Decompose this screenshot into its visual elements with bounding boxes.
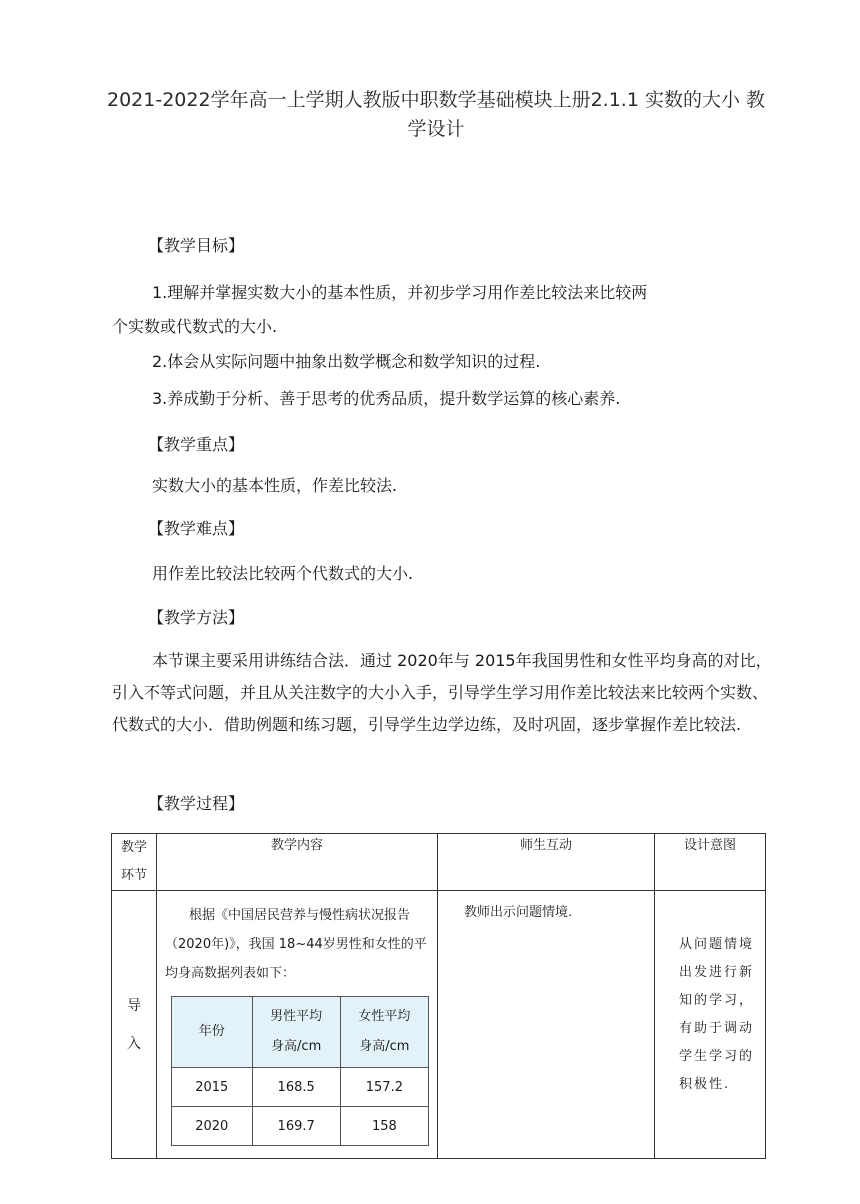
methods-heading: 【教学方法】: [148, 608, 245, 627]
header-content: 教学内容: [157, 834, 438, 891]
difficulties-heading: 【教学难点】: [148, 519, 245, 538]
stage-cell: [112, 891, 157, 1159]
col-male-line-2: 身高/cm: [271, 1039, 322, 1054]
methods-text: 本节课主要采用讲练结合法．通过 2020年与 2015年我国男性和女性平均身高的对比，引入不等式问题，并且从关注数字的大小入手，引导学生学习用作差比较法来比较两个实数、代数式的大小．借助例题和练习题，引导学生边学边练，及时巩固，逐步掌握作差比较法.: [112, 651, 772, 734]
content-intro: 根据《中国居民营养与慢性病状况报告（2020年)》，我国 18~44岁男性和女性的平均身高数据列表如下：: [165, 908, 427, 981]
key-points-text: 实数大小的基本性质，作差比较法.: [152, 476, 398, 495]
difficulties-text: 用作差比较法比较两个代数式的大小.: [152, 564, 414, 583]
header-intent: 设计意图: [655, 834, 766, 891]
header-stage: [112, 834, 157, 891]
table-header-row: [112, 834, 766, 891]
col-female: [340, 997, 428, 1068]
goal-3: 3.养成勤于分析、善于思考的优秀品质，提升数学运算的核心素养.: [152, 389, 621, 408]
cell-male: 169.7: [252, 1107, 340, 1146]
height-table-header: [172, 997, 429, 1068]
cell-year: 2015: [172, 1068, 253, 1107]
goals-heading: 【教学目标】: [148, 236, 245, 255]
header-stage-line-1: 教学: [120, 840, 147, 855]
content-cell: [157, 891, 438, 1159]
intent-cell: 从问题情境出发进行新知的学习，有助于调动学生学习的积极性.: [655, 891, 766, 1159]
stage-line-2: 入: [127, 1035, 141, 1052]
header-interaction: 师生互动: [438, 834, 655, 891]
cell-male: 168.5: [252, 1068, 340, 1107]
goal-1-line-2: 个实数或代数式的大小.: [112, 317, 278, 336]
process-heading: 【教学过程】: [148, 794, 245, 813]
key-points-heading: 【教学重点】: [148, 435, 245, 454]
col-female-line-1: 女性平均: [358, 1009, 411, 1024]
teaching-process-table: [111, 833, 766, 1159]
col-male-line-1: 男性平均: [270, 1009, 323, 1024]
header-stage-line-2: 环节: [120, 868, 147, 883]
table-row: [172, 1107, 429, 1146]
col-male: [252, 997, 340, 1068]
height-data-table: [171, 996, 429, 1146]
col-year: 年份: [172, 997, 253, 1068]
goal-2: 2.体会从实际问题中抽象出数学概念和数学知识的过程.: [152, 352, 541, 371]
page-title: 2021-2022学年高一上学期人教版中职数学基础模块上册2.1.1 实数的大小 教学设计: [107, 89, 765, 140]
table-row: [112, 891, 766, 1159]
table-row: [172, 1068, 429, 1107]
stage-line-1: 导: [127, 997, 141, 1014]
interaction-cell: 教师出示问题情境.: [438, 891, 655, 1159]
cell-year: 2020: [172, 1107, 253, 1146]
col-female-line-2: 身高/cm: [359, 1039, 410, 1054]
goal-1-line-1: 1.理解并掌握实数大小的基本性质，并初步学习用作差比较法来比较两: [152, 283, 648, 302]
cell-female: 158: [340, 1107, 428, 1146]
cell-female: 157.2: [340, 1068, 428, 1107]
